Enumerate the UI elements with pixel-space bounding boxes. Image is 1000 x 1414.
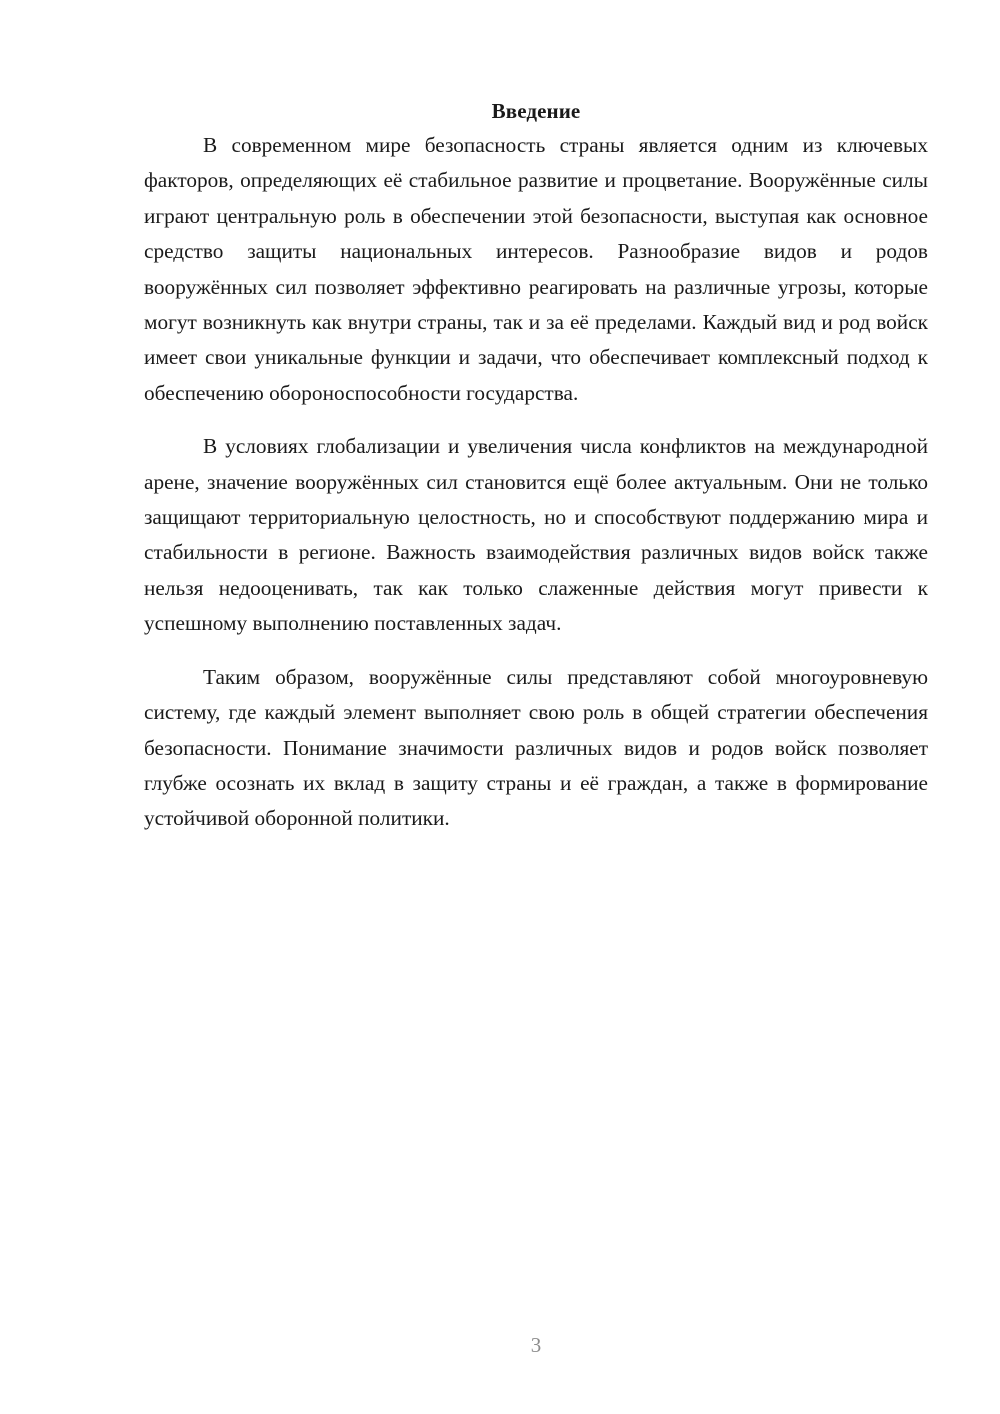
page-number: 3 bbox=[530, 1333, 542, 1357]
paragraph-1: В современном мире безопасность страны является одним из ключевых факторов, определяющих её стабильное развитие и процветание. Вооружённые силы играют центральную роль в обеспечении этой безопасности, выступая как основное средство защиты национальных интересов. Разнообразие видов и родов вооружённых сил позволяет эффективно реагировать на различные угрозы, которые могут возникнуть как внутри страны, так и за её пределами. Каждый вид и род войск имеет свои уникальные функции и задачи, что обеспечивает комплексный подход к обеспечению обороноспособности государства. bbox=[144, 133, 928, 405]
page-content bbox=[144, 94, 928, 855]
paragraph-3: Таким образом, вооружённые силы представляют собой многоуровневую систему, где каждый элемент выполняет свою роль в общей стратегии обеспечения безопасности. Понимание значимости различных видов и родов войск позволяет глубже осознать их вклад в защиту страны и её граждан, а также в формирование устойчивой оборонной политики. bbox=[144, 664, 928, 831]
paragraph-2: В условиях глобализации и увеличения числа конфликтов на международной арене, значение вооружённых сил становится ещё более актуальным. Они не только защищают территориальную целостность, но и способствуют поддержанию мира и стабильности в регионе. Важность взаимодействия различных видов войск также нельзя недооценивать, так как только слаженные действия могут привести к успешному выполнению поставленных задач. bbox=[144, 434, 928, 636]
section-title: Введение bbox=[491, 99, 581, 123]
